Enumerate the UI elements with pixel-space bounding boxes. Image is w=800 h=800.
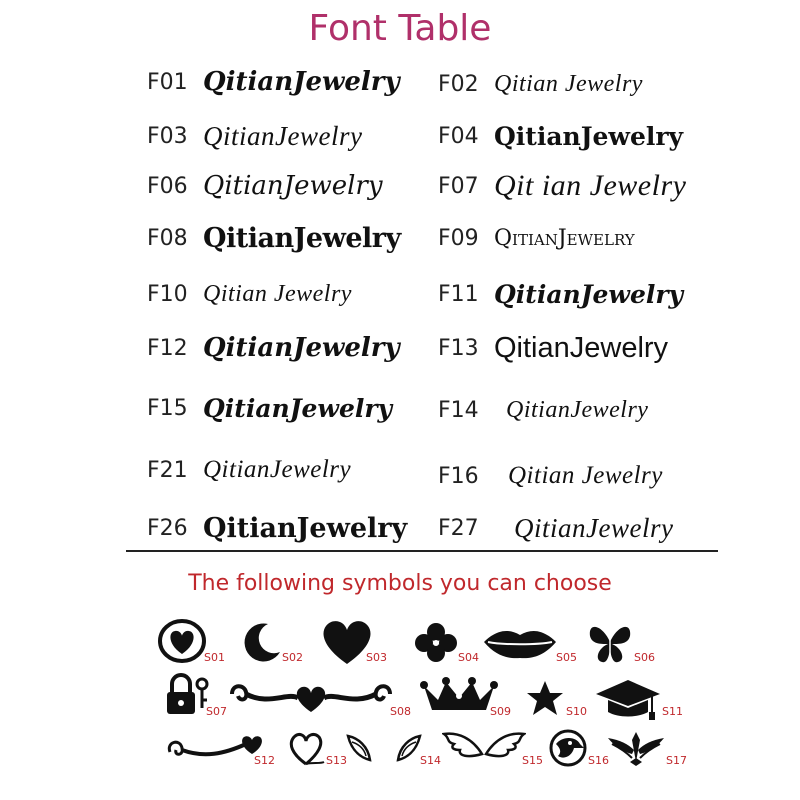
butterfly-icon[interactable]	[586, 620, 634, 671]
symbol-code: S08	[390, 705, 411, 718]
symbol-code: S04	[458, 651, 479, 664]
font-sample: QitianJewelry	[203, 67, 400, 97]
font-code: F11	[438, 281, 479, 307]
font-code: F13	[438, 335, 479, 361]
font-sample: Qitian Jewelry	[203, 280, 352, 307]
symbol-code: S16	[588, 754, 609, 767]
font-code: F01	[147, 69, 188, 95]
font-sample: QitianJewelry	[494, 225, 635, 251]
angel-wing-pair-small-icon[interactable]	[344, 730, 424, 771]
font-option-f21[interactable]	[147, 444, 351, 496]
symbol-code: S12	[254, 754, 275, 767]
font-option-f13[interactable]	[438, 322, 668, 374]
symbol-code: S09	[490, 705, 511, 718]
crown-icon[interactable]	[420, 676, 498, 721]
page-title: Font Table	[308, 8, 492, 49]
symbols-heading: The following symbols you can choose	[188, 571, 612, 596]
font-code: F08	[147, 225, 188, 251]
font-code: F14	[438, 397, 479, 423]
eagle-head-icon[interactable]	[548, 728, 588, 773]
font-option-f26[interactable]	[147, 502, 407, 554]
section-divider	[126, 550, 718, 552]
symbol-code: S15	[522, 754, 543, 767]
font-code: F26	[147, 515, 188, 541]
symbol-code: S11	[662, 705, 683, 718]
font-code: F10	[147, 281, 188, 307]
font-option-f14[interactable]	[438, 384, 648, 436]
graduation-cap-icon[interactable]	[594, 678, 662, 727]
symbol-code: S10	[566, 705, 587, 718]
font-sample: QitianJewelry	[514, 512, 674, 543]
font-option-f09[interactable]	[438, 212, 635, 264]
four-leaf-clover-icon[interactable]	[414, 622, 458, 669]
font-sample: Qit ian Jewelry	[494, 169, 687, 202]
font-option-f08[interactable]	[147, 212, 401, 264]
font-option-f01[interactable]	[147, 56, 400, 108]
font-option-f04[interactable]	[438, 110, 683, 162]
font-code: F07	[438, 173, 479, 199]
font-code: F03	[147, 123, 188, 149]
font-sample: QitianJewelry	[203, 333, 400, 363]
eagle-emblem-icon[interactable]	[606, 728, 666, 773]
font-code: F06	[147, 173, 188, 199]
heart-scroll-flourish-icon[interactable]	[228, 680, 394, 721]
font-code: F27	[438, 515, 479, 541]
font-code: F12	[147, 335, 188, 361]
font-option-f06[interactable]	[147, 160, 383, 212]
font-option-f02[interactable]	[438, 58, 643, 110]
font-sample: QitianJewelry	[203, 171, 383, 201]
symbol-code: S06	[634, 651, 655, 664]
symbol-code: S05	[556, 651, 577, 664]
symbol-code: S03	[366, 651, 387, 664]
heart-in-circle-icon[interactable]	[158, 618, 210, 669]
font-sample: QitianJewelry	[494, 279, 684, 309]
font-sample: QitianJewelry	[506, 396, 649, 423]
lips-icon[interactable]	[482, 626, 558, 665]
font-option-f03[interactable]	[147, 110, 362, 162]
font-sample: Qitian Jewelry	[494, 70, 643, 97]
crescent-moon-icon[interactable]	[240, 620, 284, 669]
font-sample: Qitian Jewelry	[508, 462, 663, 489]
font-code: F04	[438, 123, 479, 149]
padlock-key-icon[interactable]	[164, 672, 210, 723]
swirl-heart-icon[interactable]	[164, 730, 264, 769]
font-sample: QitianJewelry	[203, 222, 401, 254]
font-code: F02	[438, 71, 479, 97]
font-option-f10[interactable]	[147, 268, 352, 320]
symbol-code: S17	[666, 754, 687, 767]
symbol-code: S01	[204, 651, 225, 664]
symbol-code: S14	[420, 754, 441, 767]
star-icon[interactable]	[526, 680, 564, 721]
font-option-f16[interactable]	[438, 450, 663, 502]
heart-outline-script-icon[interactable]	[286, 728, 326, 773]
font-option-f15[interactable]	[147, 382, 392, 434]
font-option-f11[interactable]	[438, 268, 683, 320]
font-sample: QitianJewelry	[203, 456, 352, 483]
font-sample: QitianJewelry	[203, 393, 393, 423]
font-sample: QitianJewelry	[494, 121, 684, 151]
font-sample: QitianJewelry	[203, 120, 363, 151]
font-sample: QitianJewelry	[494, 331, 669, 364]
symbol-code: S02	[282, 651, 303, 664]
font-code: F15	[147, 395, 188, 421]
font-code: F09	[438, 225, 479, 251]
font-sample: QitianJewelry	[203, 512, 408, 544]
font-option-f07[interactable]	[438, 160, 686, 212]
font-code: F16	[438, 463, 479, 489]
font-option-f12[interactable]	[147, 322, 400, 374]
angel-wings-icon[interactable]	[442, 728, 526, 771]
symbol-code: S13	[326, 754, 347, 767]
font-code: F21	[147, 457, 188, 483]
font-option-f27[interactable]	[438, 502, 673, 554]
symbol-code: S07	[206, 705, 227, 718]
